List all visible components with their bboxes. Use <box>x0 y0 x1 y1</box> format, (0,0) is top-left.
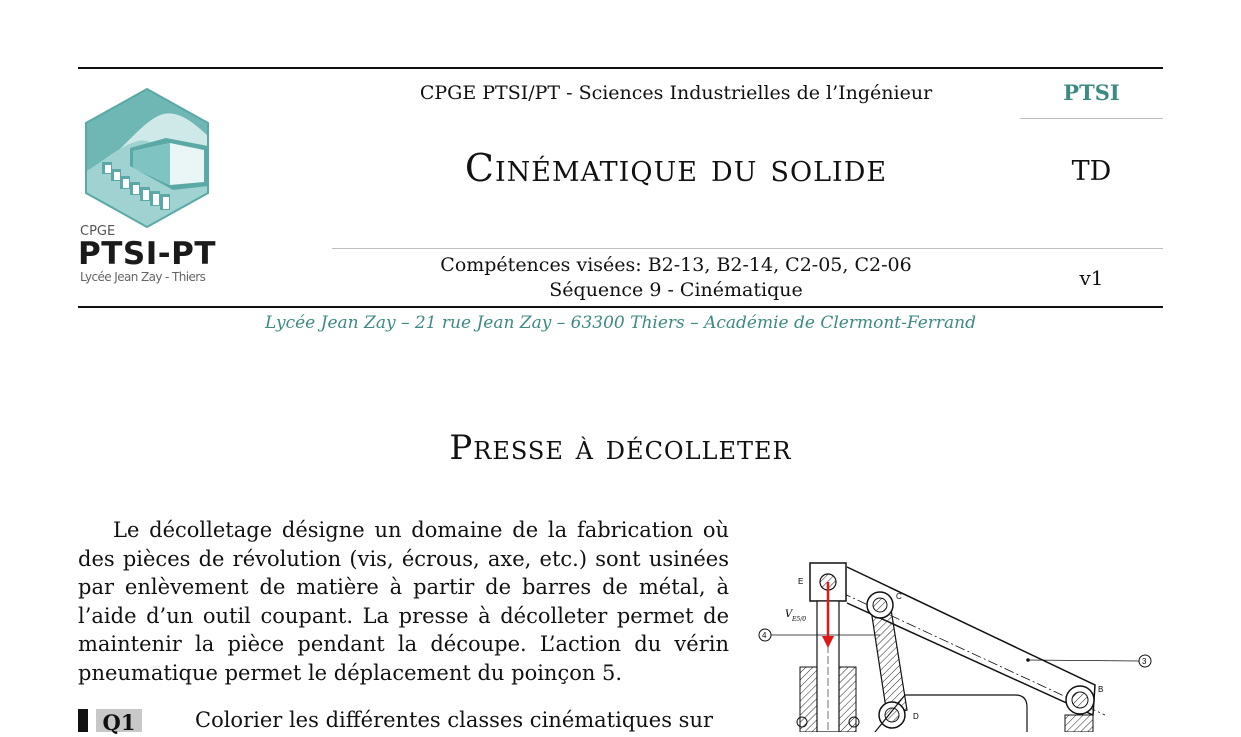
connecting-link <box>870 603 907 715</box>
point-e-label: E <box>798 577 804 586</box>
sequence-text: Séquence 9 - Cinématique <box>549 279 803 301</box>
intro-paragraph <box>78 516 729 687</box>
velocity-label: V <box>785 609 793 620</box>
velocity-subscript: E5/0 <box>792 616 807 623</box>
part-3-label: 3 <box>1142 657 1147 666</box>
section-title: Presse à décolleter <box>449 428 792 468</box>
version-label: v1 <box>1079 266 1104 290</box>
header-top-rule <box>78 67 1163 69</box>
press-mechanism-figure <box>755 555 1175 736</box>
hexagon-logo-icon <box>78 86 218 236</box>
logo-lycee-text: Lycée Jean Zay - Thiers <box>80 270 206 284</box>
intro-text: Le décolletage désigne un domaine de la fabrication où des pièces de révolution (vis, écrous, axe, etc.) sont usinées par enlèvement de matière à partir de barres de métal, à l’aide d’un outil coupant. La presse à décolleter permet de maintenir la pièce pendant la découpe. L’action du vérin pneumatique permet le déplacement du poinçon 5. <box>78 518 729 685</box>
school-logo <box>78 86 218 291</box>
header-mid-rule <box>332 248 1163 249</box>
competences-text: Compétences visées: B2-13, B2-14, C2-05, C2-06 <box>440 254 912 276</box>
mechanism-drawing <box>755 555 1175 732</box>
point-c-label: C <box>896 592 902 601</box>
part-4-label: 4 <box>762 631 767 640</box>
point-b-label: B <box>1098 685 1104 694</box>
logo-name-text: PTSI-PT <box>78 236 216 272</box>
school-address: Lycée Jean Zay – 21 rue Jean Zay – 63300 Thiers – Académie de Clermont-Ferrand <box>265 313 976 333</box>
point-d-label: D <box>913 712 919 721</box>
class-label: PTSI <box>1063 80 1120 105</box>
question-text: Colorier les différentes classes cinématiques sur <box>195 708 714 732</box>
header-class-divider <box>1020 118 1163 119</box>
header-subtitle: CPGE PTSI/PT - Sciences Industrielles de l’Ingénieur <box>419 82 933 104</box>
header-bottom-rule <box>78 306 1163 308</box>
question-label: Q1 <box>96 709 142 732</box>
question-marker <box>78 709 88 732</box>
competences-block <box>332 253 1020 303</box>
document-title: Cinématique du solide <box>464 146 888 190</box>
document-type: TD <box>1071 156 1112 187</box>
logo-cpge-text: CPGE <box>80 224 116 239</box>
